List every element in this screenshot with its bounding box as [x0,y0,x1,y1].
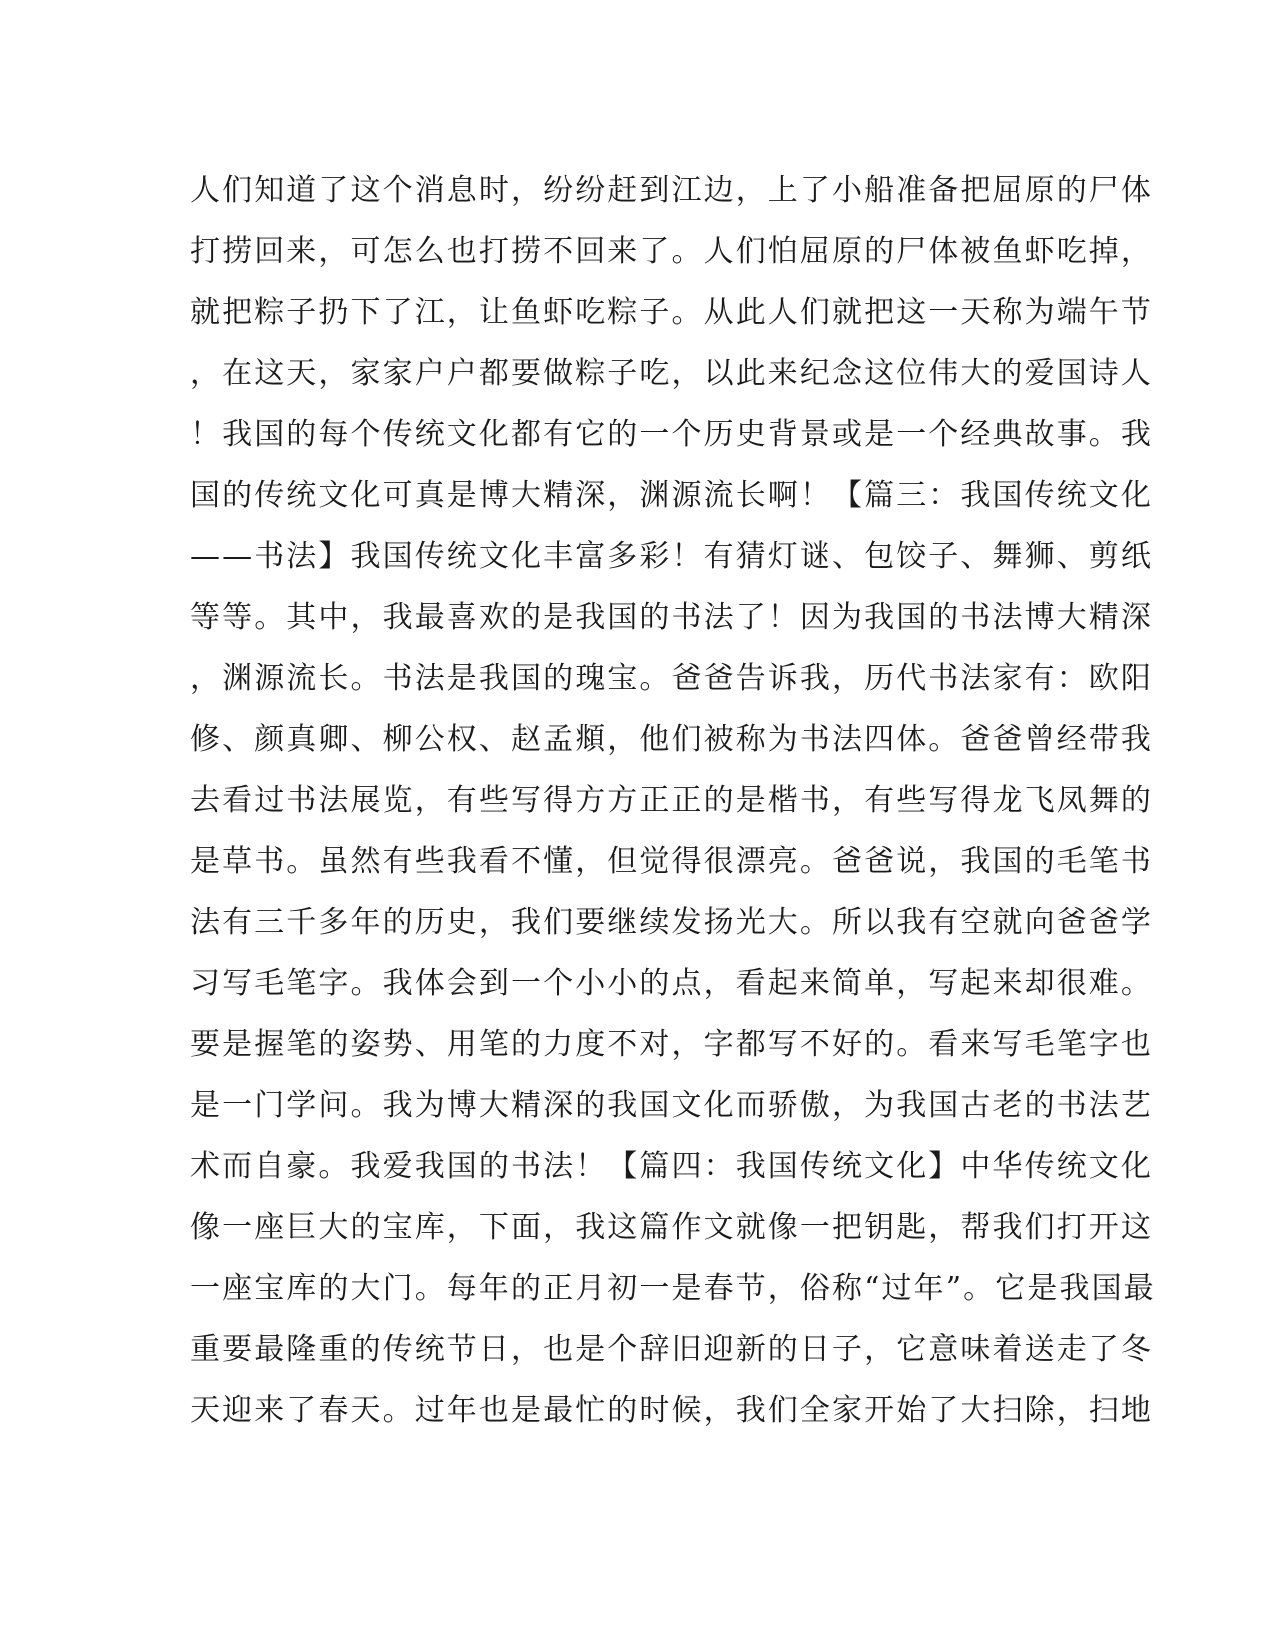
text-line: ，在这天，家家户户都要做粽子吃，以此来纪念这位伟大的爱国诗人 [190,356,1153,391]
text-line: 是一门学问。我为博大精深的我国文化而骄傲，为我国古老的书法艺 [190,1088,1153,1123]
text-line: 法有三千多年的历史，我们要继续发扬光大。所以我有空就向爸爸学 [190,905,1153,940]
text-line: 像一座巨大的宝库，下面，我这篇作文就像一把钥匙，帮我们打开这 [190,1210,1153,1245]
text-line: 等等。其中，我最喜欢的是我国的书法了！因为我国的书法博大精深 [190,600,1153,635]
text-line: ，渊源流长。书法是我国的瑰宝。爸爸告诉我，历代书法家有：欧阳 [190,661,1153,696]
text-line: 是草书。虽然有些我看不懂，但觉得很漂亮。爸爸说，我国的毛笔书 [190,844,1153,879]
text-line: 一座宝库的大门。每年的正月初一是春节，俗称“过年”。它是我国最 [190,1271,1156,1306]
text-line: 国的传统文化可真是博大精深，渊源流长啊！【篇三：我国传统文化 [190,478,1153,513]
text-line: ——书法】我国传统文化丰富多彩！有猜灯谜、包饺子、舞狮、剪纸 [190,539,1153,574]
text-line: 要是握笔的姿势、用笔的力度不对，字都写不好的。看来写毛笔字也 [190,1027,1153,1062]
text-line: ！我国的每个传统文化都有它的一个历史背景或是一个经典故事。我 [190,417,1153,452]
body-text [190,160,1156,1441]
text-line: 修、颜真卿、柳公权、赵孟頫，他们被称为书法四体。爸爸曾经带我 [190,722,1153,757]
text-line: 去看过书法展览，有些写得方方正正的是楷书，有些写得龙飞凤舞的 [190,783,1153,818]
text-line: 天迎来了春天。过年也是最忙的时候，我们全家开始了大扫除，扫地 [190,1393,1153,1428]
text-line: 就把粽子扔下了江，让鱼虾吃粽子。从此人们就把这一天称为端午节 [190,295,1153,330]
text-line: 习写毛笔字。我体会到一个小小的点，看起来简单，写起来却很难。 [190,966,1153,1001]
text-line: 人们知道了这个消息时，纷纷赶到江边，上了小船准备把屈原的尸体 [190,173,1153,208]
text-line: 重要最隆重的传统节日，也是个辞旧迎新的日子，它意味着送走了冬 [190,1332,1153,1367]
text-line: 打捞回来，可怎么也打捞不回来了。人们怕屈原的尸体被鱼虾吃掉， [190,234,1153,269]
text-line: 术而自豪。我爱我国的书法！【篇四：我国传统文化】中华传统文化 [190,1149,1153,1184]
